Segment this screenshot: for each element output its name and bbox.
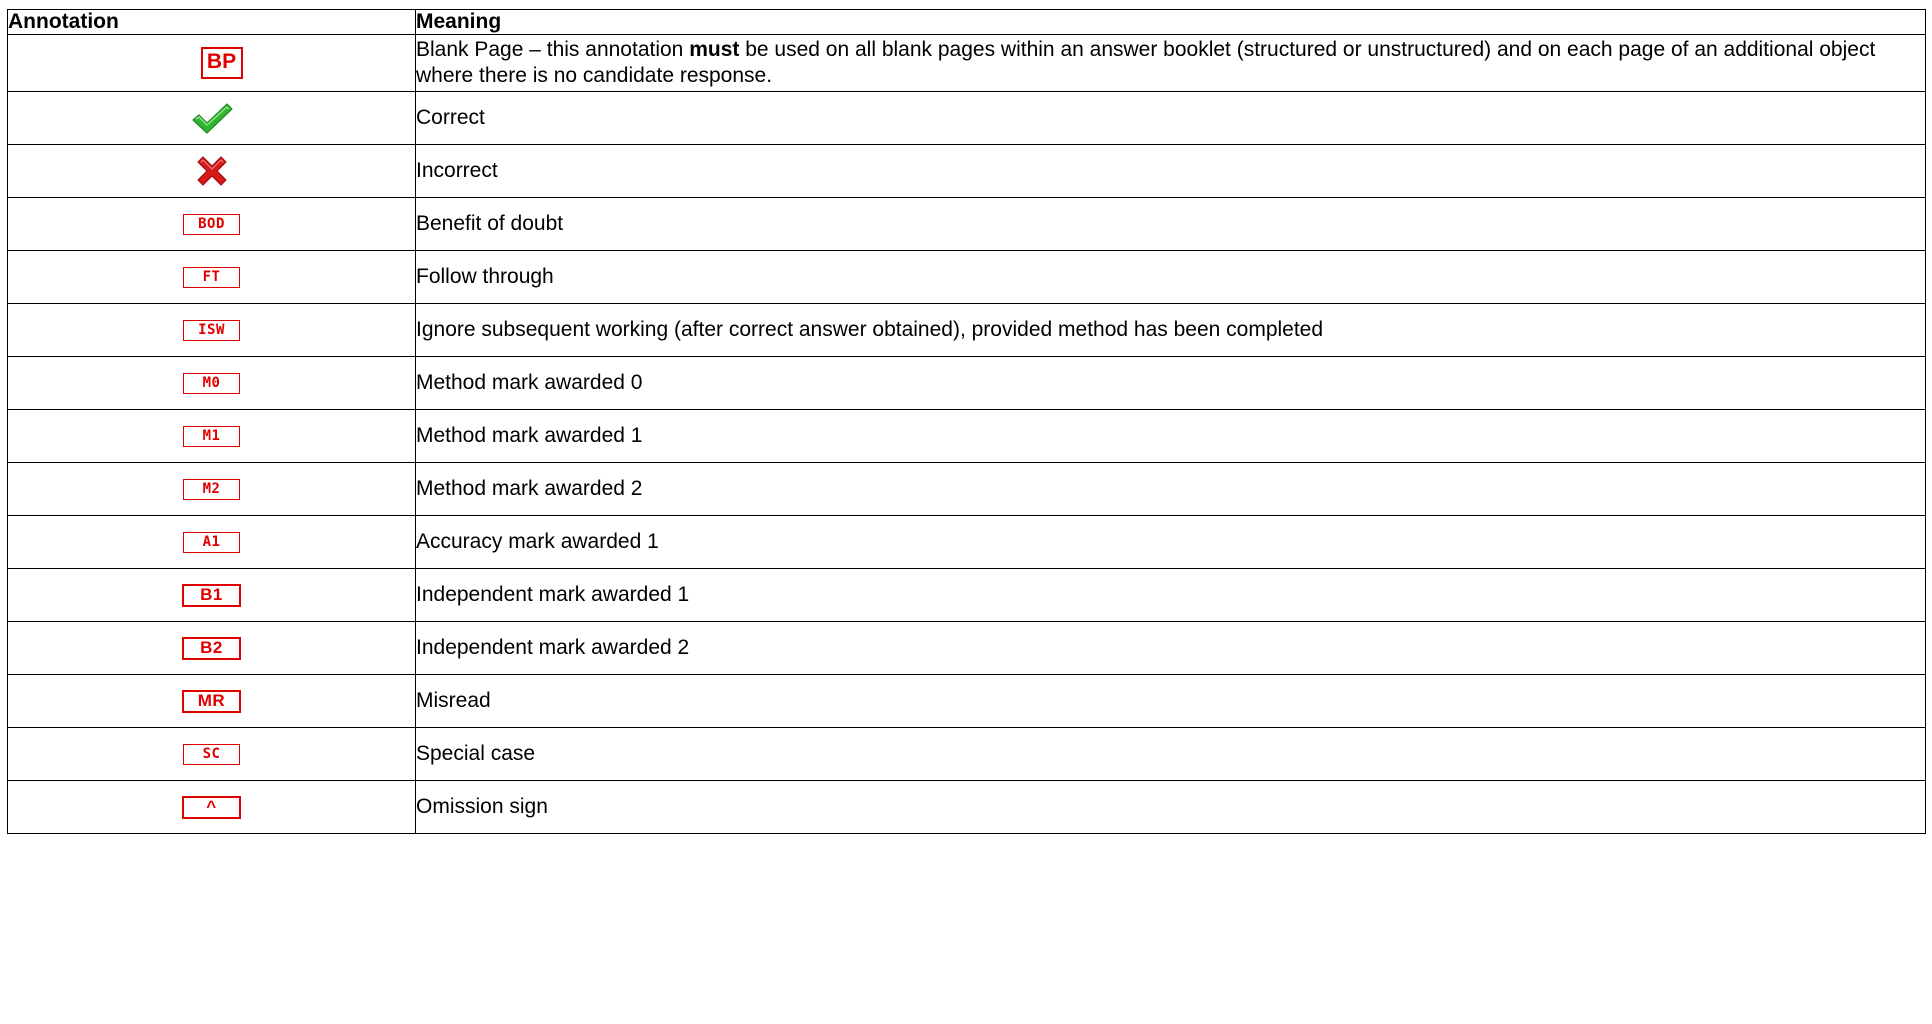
mr-symbol: MR bbox=[182, 690, 241, 713]
annotation-cell bbox=[8, 463, 416, 516]
annotation-cell bbox=[8, 675, 416, 728]
annotations-table bbox=[7, 9, 1926, 834]
annotation-column-header: Annotation bbox=[8, 10, 416, 35]
annotation-cell bbox=[8, 516, 416, 569]
omission-symbol: ^ bbox=[182, 796, 241, 819]
m2-symbol: M2 bbox=[183, 479, 240, 500]
tick-icon bbox=[190, 101, 234, 135]
meaning-text: Misread bbox=[416, 689, 491, 712]
table-row bbox=[8, 675, 1926, 728]
table-row bbox=[8, 622, 1926, 675]
meaning-text: Accuracy mark awarded 1 bbox=[416, 530, 659, 553]
table-row bbox=[8, 781, 1926, 834]
meaning-cell bbox=[416, 463, 1926, 516]
table-row bbox=[8, 569, 1926, 622]
meaning-text: Method mark awarded 2 bbox=[416, 477, 643, 500]
meaning-cell bbox=[416, 622, 1926, 675]
meaning-cell bbox=[416, 569, 1926, 622]
annotation-cell bbox=[8, 410, 416, 463]
meaning-text: Independent mark awarded 1 bbox=[416, 583, 690, 606]
annotation-cell bbox=[8, 728, 416, 781]
table-row bbox=[8, 728, 1926, 781]
blank-page-symbol: BP bbox=[201, 47, 243, 79]
annotation-cell bbox=[8, 92, 416, 145]
b1-symbol: B1 bbox=[182, 584, 241, 607]
m1-symbol: M1 bbox=[183, 426, 240, 447]
meaning-cell bbox=[416, 410, 1926, 463]
meaning-text: Benefit of doubt bbox=[416, 212, 564, 235]
table-row bbox=[8, 357, 1926, 410]
meaning-text: Independent mark awarded 2 bbox=[416, 636, 690, 659]
meaning-text: Method mark awarded 1 bbox=[416, 424, 643, 447]
table-row bbox=[8, 516, 1926, 569]
b2-symbol: B2 bbox=[182, 637, 241, 660]
bod-symbol: BOD bbox=[183, 214, 240, 235]
table-row bbox=[8, 198, 1926, 251]
meaning-text: Special case bbox=[416, 742, 536, 765]
table-row bbox=[8, 145, 1926, 198]
meaning-text: Blank Page – this annotation bbox=[416, 38, 690, 61]
annotation-cell bbox=[8, 145, 416, 198]
table-row bbox=[8, 35, 1926, 92]
table-header-row bbox=[8, 10, 1926, 35]
meaning-cell bbox=[416, 198, 1926, 251]
meaning-text: Omission sign bbox=[416, 795, 548, 818]
annotation-cell bbox=[8, 622, 416, 675]
meaning-text: Follow through bbox=[416, 265, 554, 288]
m0-symbol: M0 bbox=[183, 373, 240, 394]
meaning-emphasis: must bbox=[689, 38, 740, 61]
table-row bbox=[8, 463, 1926, 516]
meaning-text: Incorrect bbox=[416, 159, 498, 182]
annotation-cell bbox=[8, 357, 416, 410]
table-row bbox=[8, 92, 1926, 145]
a1-symbol: A1 bbox=[183, 532, 240, 553]
table-row bbox=[8, 251, 1926, 304]
meaning-cell bbox=[416, 304, 1926, 357]
ft-symbol: FT bbox=[183, 267, 240, 288]
annotation-cell bbox=[8, 569, 416, 622]
meaning-cell bbox=[416, 781, 1926, 834]
table-row bbox=[8, 410, 1926, 463]
meaning-text: Method mark awarded 0 bbox=[416, 371, 643, 394]
cross-icon bbox=[195, 154, 229, 188]
meaning-column-header: Meaning bbox=[416, 10, 1926, 35]
annotation-cell bbox=[8, 304, 416, 357]
table-row bbox=[8, 304, 1926, 357]
meaning-cell bbox=[416, 728, 1926, 781]
meaning-cell bbox=[416, 675, 1926, 728]
meaning-cell bbox=[416, 516, 1926, 569]
meaning-cell bbox=[416, 35, 1926, 92]
annotation-cell bbox=[8, 198, 416, 251]
meaning-cell bbox=[416, 92, 1926, 145]
meaning-text: Ignore subsequent working (after correct answer obtained), provided method has been completed bbox=[416, 318, 1324, 341]
meaning-text: Correct bbox=[416, 106, 485, 129]
meaning-cell bbox=[416, 145, 1926, 198]
annotation-cell bbox=[8, 781, 416, 834]
annotation-cell bbox=[8, 35, 416, 92]
annotation-cell bbox=[8, 251, 416, 304]
meaning-cell bbox=[416, 357, 1926, 410]
isw-symbol: ISW bbox=[183, 320, 240, 341]
meaning-text: be used on all blank pages within an answer booklet (structured or unstructured) and on each page of an additional object where there is no candidate response. bbox=[416, 38, 1876, 87]
sc-symbol: SC bbox=[183, 744, 240, 765]
meaning-cell bbox=[416, 251, 1926, 304]
